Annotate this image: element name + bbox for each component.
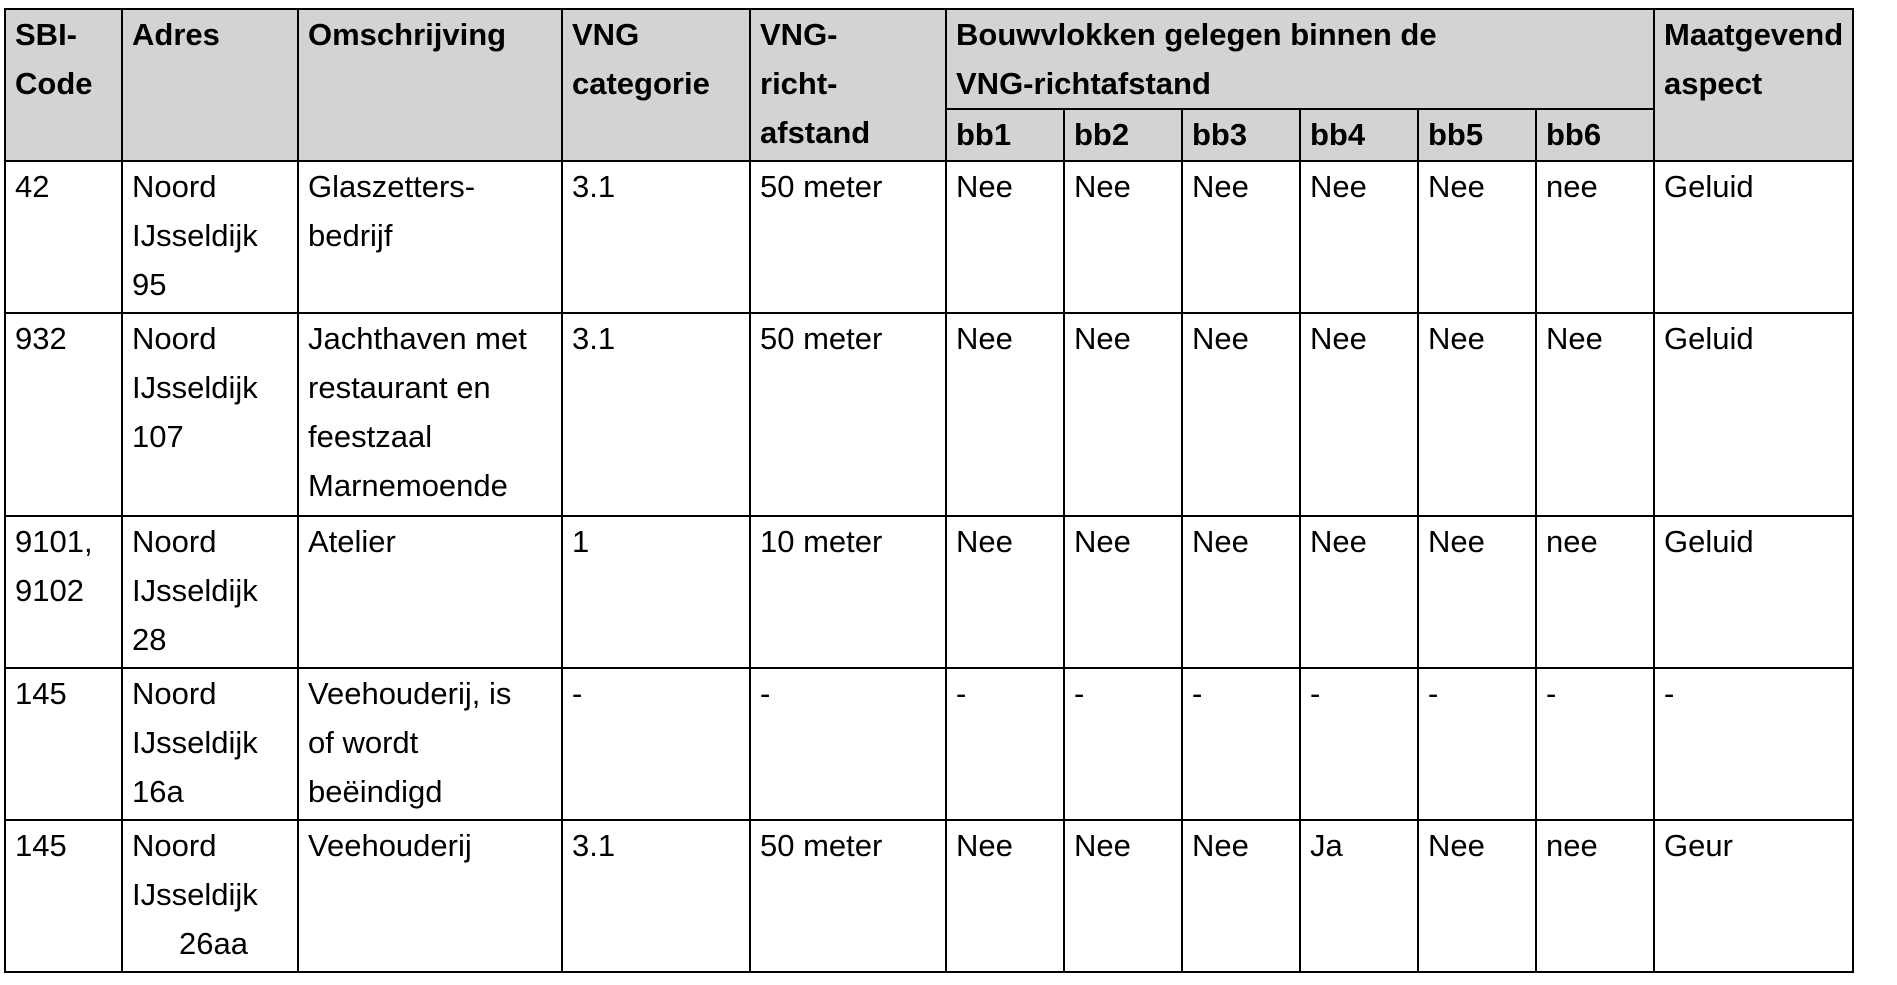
header-bb3: bb3	[1182, 109, 1300, 161]
cell-bb2: Nee	[1064, 313, 1182, 516]
table-row	[5, 516, 1853, 668]
cell-sbi	[5, 161, 122, 313]
header-adres	[122, 9, 298, 161]
cell-sbi	[5, 668, 122, 820]
cell-line: Noord	[132, 169, 217, 204]
cell-line: Atelier	[308, 524, 396, 559]
cell-bb4: Nee	[1300, 516, 1418, 668]
cell-bb1: Nee	[946, 516, 1064, 668]
cell-line: 107	[132, 419, 184, 454]
header-omschrijving	[298, 9, 562, 161]
cell-bb1: Nee	[946, 820, 1064, 972]
cell-line: Veehouderij, is	[308, 676, 512, 711]
cell-bb2: Nee	[1064, 161, 1182, 313]
cell-line: 932	[15, 321, 67, 356]
cell-omschrijving	[298, 820, 562, 972]
cell-bb5: Nee	[1418, 161, 1536, 313]
cell-bb4: Nee	[1300, 161, 1418, 313]
cell-omschrijving	[298, 313, 562, 516]
header-bb2: bb2	[1064, 109, 1182, 161]
cell-categorie: 1	[562, 516, 750, 668]
cell-categorie: -	[562, 668, 750, 820]
cell-bb4: Ja	[1300, 820, 1418, 972]
header-richtafstand-line: afstand	[760, 115, 871, 150]
table-row	[5, 161, 1853, 313]
cell-bb2: -	[1064, 668, 1182, 820]
cell-line: bedrijf	[308, 218, 393, 253]
cell-line: Noord	[132, 676, 217, 711]
cell-sbi	[5, 516, 122, 668]
cell-omschrijving	[298, 516, 562, 668]
cell-bb3: Nee	[1182, 820, 1300, 972]
cell-aspect: Geur	[1654, 820, 1853, 972]
cell-sbi	[5, 313, 122, 516]
header-categorie-line: categorie	[572, 66, 710, 101]
cell-line: IJsseldijk	[132, 573, 258, 608]
header-vng-richtafstand	[750, 9, 946, 161]
cell-bb6: nee	[1536, 516, 1654, 668]
header-sbi-code	[5, 9, 122, 161]
cell-bb5: Nee	[1418, 516, 1536, 668]
cell-line: IJsseldijk	[132, 725, 258, 760]
cell-adres	[122, 668, 298, 820]
cell-categorie: 3.1	[562, 161, 750, 313]
header-omschrijving-label: Omschrijving	[308, 17, 507, 52]
cell-line: 95	[132, 267, 167, 302]
cell-aspect: Geluid	[1654, 516, 1853, 668]
cell-bb5: Nee	[1418, 313, 1536, 516]
cell-categorie: 3.1	[562, 313, 750, 516]
cell-bb3: Nee	[1182, 313, 1300, 516]
header-vng-categorie	[562, 9, 750, 161]
cell-aspect: Geluid	[1654, 313, 1853, 516]
cell-line: 26aa	[179, 926, 248, 961]
cell-bb6: -	[1536, 668, 1654, 820]
cell-line: 42	[15, 169, 50, 204]
cell-afstand: 10 meter	[750, 516, 946, 668]
header-bb6: bb6	[1536, 109, 1654, 161]
header-bb5: bb5	[1418, 109, 1536, 161]
cell-line: Noord	[132, 524, 217, 559]
cell-line: feestzaal	[308, 419, 433, 454]
cell-line: IJsseldijk	[132, 877, 258, 912]
cell-aspect: -	[1654, 668, 1853, 820]
cell-line: Noord	[132, 828, 217, 863]
header-aspect-line: Maatgevend	[1664, 17, 1844, 52]
cell-sbi	[5, 820, 122, 972]
cell-line: 16a	[132, 774, 184, 809]
cell-bb3: Nee	[1182, 161, 1300, 313]
cell-adres	[122, 820, 298, 972]
cell-adres	[122, 313, 298, 516]
cell-bb3: -	[1182, 668, 1300, 820]
cell-line: Noord	[132, 321, 217, 356]
header-maatgevend-aspect	[1654, 9, 1853, 161]
cell-bb1: Nee	[946, 161, 1064, 313]
cell-bb3: Nee	[1182, 516, 1300, 668]
cell-bb1: Nee	[946, 313, 1064, 516]
cell-bb6: nee	[1536, 820, 1654, 972]
header-richtafstand-line: VNG-	[760, 17, 838, 52]
cell-line: 28	[132, 622, 167, 657]
header-aspect-line: aspect	[1664, 66, 1763, 101]
cell-line: Marnemoende	[308, 468, 508, 503]
cell-bb2: Nee	[1064, 516, 1182, 668]
cell-bb1: -	[946, 668, 1064, 820]
cell-afstand: 50 meter	[750, 161, 946, 313]
header-categorie-line: VNG	[572, 17, 640, 52]
cell-line: 9102	[15, 573, 84, 608]
cell-line: 9101,	[15, 524, 93, 559]
header-bouwvlokken-line: VNG-richtafstand	[956, 66, 1211, 101]
cell-line: IJsseldijk	[132, 370, 258, 405]
cell-afstand: 50 meter	[750, 313, 946, 516]
cell-aspect: Geluid	[1654, 161, 1853, 313]
cell-bb5: Nee	[1418, 820, 1536, 972]
cell-bb6: nee	[1536, 161, 1654, 313]
cell-adres	[122, 516, 298, 668]
header-bb4: bb4	[1300, 109, 1418, 161]
cell-line: 145	[15, 676, 67, 711]
cell-afstand: -	[750, 668, 946, 820]
cell-bb4: Nee	[1300, 313, 1418, 516]
cell-line: 145	[15, 828, 67, 863]
cell-categorie: 3.1	[562, 820, 750, 972]
cell-bb6: Nee	[1536, 313, 1654, 516]
table-row	[5, 668, 1853, 820]
header-sbi-line: Code	[15, 66, 93, 101]
header-richtafstand-line: richt-	[760, 66, 838, 101]
cell-omschrijving	[298, 668, 562, 820]
cell-omschrijving	[298, 161, 562, 313]
cell-bb5: -	[1418, 668, 1536, 820]
vng-table	[4, 8, 1854, 973]
cell-line: Veehouderij	[308, 828, 472, 863]
header-adres-label: Adres	[132, 17, 220, 52]
header-bb1: bb1	[946, 109, 1064, 161]
table-row	[5, 313, 1853, 516]
cell-line: Glaszetters-	[308, 169, 476, 204]
cell-line: of wordt	[308, 725, 419, 760]
table-row	[5, 820, 1853, 972]
cell-line: restaurant en	[308, 370, 491, 405]
header-sbi-line: SBI-	[15, 17, 77, 52]
cell-bb4: -	[1300, 668, 1418, 820]
header-bouwvlokken	[946, 9, 1654, 109]
cell-adres	[122, 161, 298, 313]
header-row-1	[5, 9, 1853, 109]
cell-line: beëindigd	[308, 774, 443, 809]
header-bouwvlokken-line: Bouwvlokken gelegen binnen de	[956, 17, 1437, 52]
cell-line: Jachthaven met	[308, 321, 527, 356]
cell-line: IJsseldijk	[132, 218, 258, 253]
cell-afstand: 50 meter	[750, 820, 946, 972]
cell-bb2: Nee	[1064, 820, 1182, 972]
